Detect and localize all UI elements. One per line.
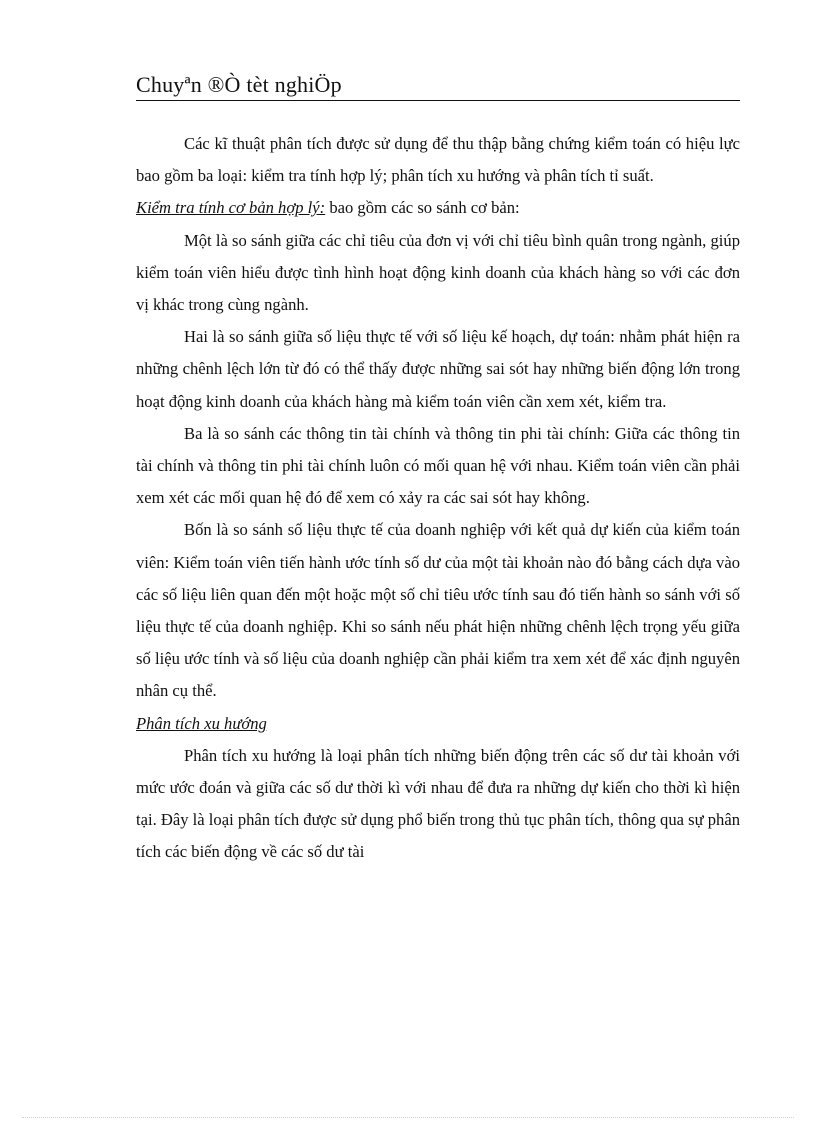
section-heading-reasonableness <box>136 192 740 224</box>
page-bottom-border <box>22 1117 794 1118</box>
paragraph-comparison-3: Ba là so sánh các thông tin tài chính và thông tin phi tài chính: Giữa các thông tin tài chính và thông tin phi tài chính luôn có mối quan hệ với nhau. Kiểm toán viên cần phải xem xét các mối quan hệ đó để xem có xảy ra các sai sót hay không. <box>136 423 740 508</box>
page-header <box>136 70 740 101</box>
document-body <box>136 128 740 869</box>
paragraph-comparison-4: Bốn là so sánh số liệu thực tế của doanh nghiệp với kết quả dự kiến của kiểm toán viên: Kiểm toán viên tiến hành ước tính số dư của một tài khoản nào đó bằng cách dựa vào các số liệu liên quan đến một hoặc một số chỉ tiêu ước tính sau đó tiến hành so sánh với số liệu thực tế của doanh nghiệp. Khi so sánh nếu phát hiện những chênh lệch trọng yếu giữa số liệu ước tính và số liệu của doanh nghiệp cần phải kiểm tra xem xét để xác định nguyên nhân cụ thể. <box>136 520 740 701</box>
section-heading-label: Kiểm tra tính cơ bản hợp lý: <box>136 198 326 218</box>
paragraph-comparison-2: Hai là so sánh giữa số liệu thực tế với số liệu kế hoạch, dự toán: nhằm phát hiện ra những chênh lệch lớn từ đó có thể thấy được những sai sót hay những biến động lớn trong hoạt động kinh doanh của khách hàng mà kiểm toán viên cần xem xét, kiểm tra. <box>136 327 740 411</box>
section-heading-trend <box>136 708 740 740</box>
header-title: Chuyªn ®Ò tèt nghiÖp <box>136 72 342 97</box>
paragraph-intro: Các kĩ thuật phân tích được sử dụng để thu thập bằng chứng kiểm toán có hiệu lực bao gồm ba loại: kiểm tra tính hợp lý; phân tích xu hướng và phân tích tỉ suất. <box>136 134 740 186</box>
paragraph-comparison-1: Một là so sánh giữa các chỉ tiêu của đơn vị với chỉ tiêu bình quân trong ngành, giúp kiểm toán viên hiểu được tình hình hoạt động kinh doanh của khách hàng so với các đơn vị khác trong cùng ngành. <box>136 230 740 315</box>
section-heading-text: bao gồm các so sánh cơ bản: <box>325 198 520 218</box>
section-heading-label: Phân tích xu hướng <box>136 713 267 733</box>
paragraph-trend-analysis: Phân tích xu hướng là loại phân tích những biến động trên các số dư tài khoản với mức ước đoán và giữa các số dư thời kì với nhau để đưa ra những dự kiến cho thời kì hiện tại. Đây là loại phân tích được sử dụng phổ biến trong thủ tục phân tích, thông qua sự phân tích các biến động về các số dư tài <box>136 745 740 862</box>
